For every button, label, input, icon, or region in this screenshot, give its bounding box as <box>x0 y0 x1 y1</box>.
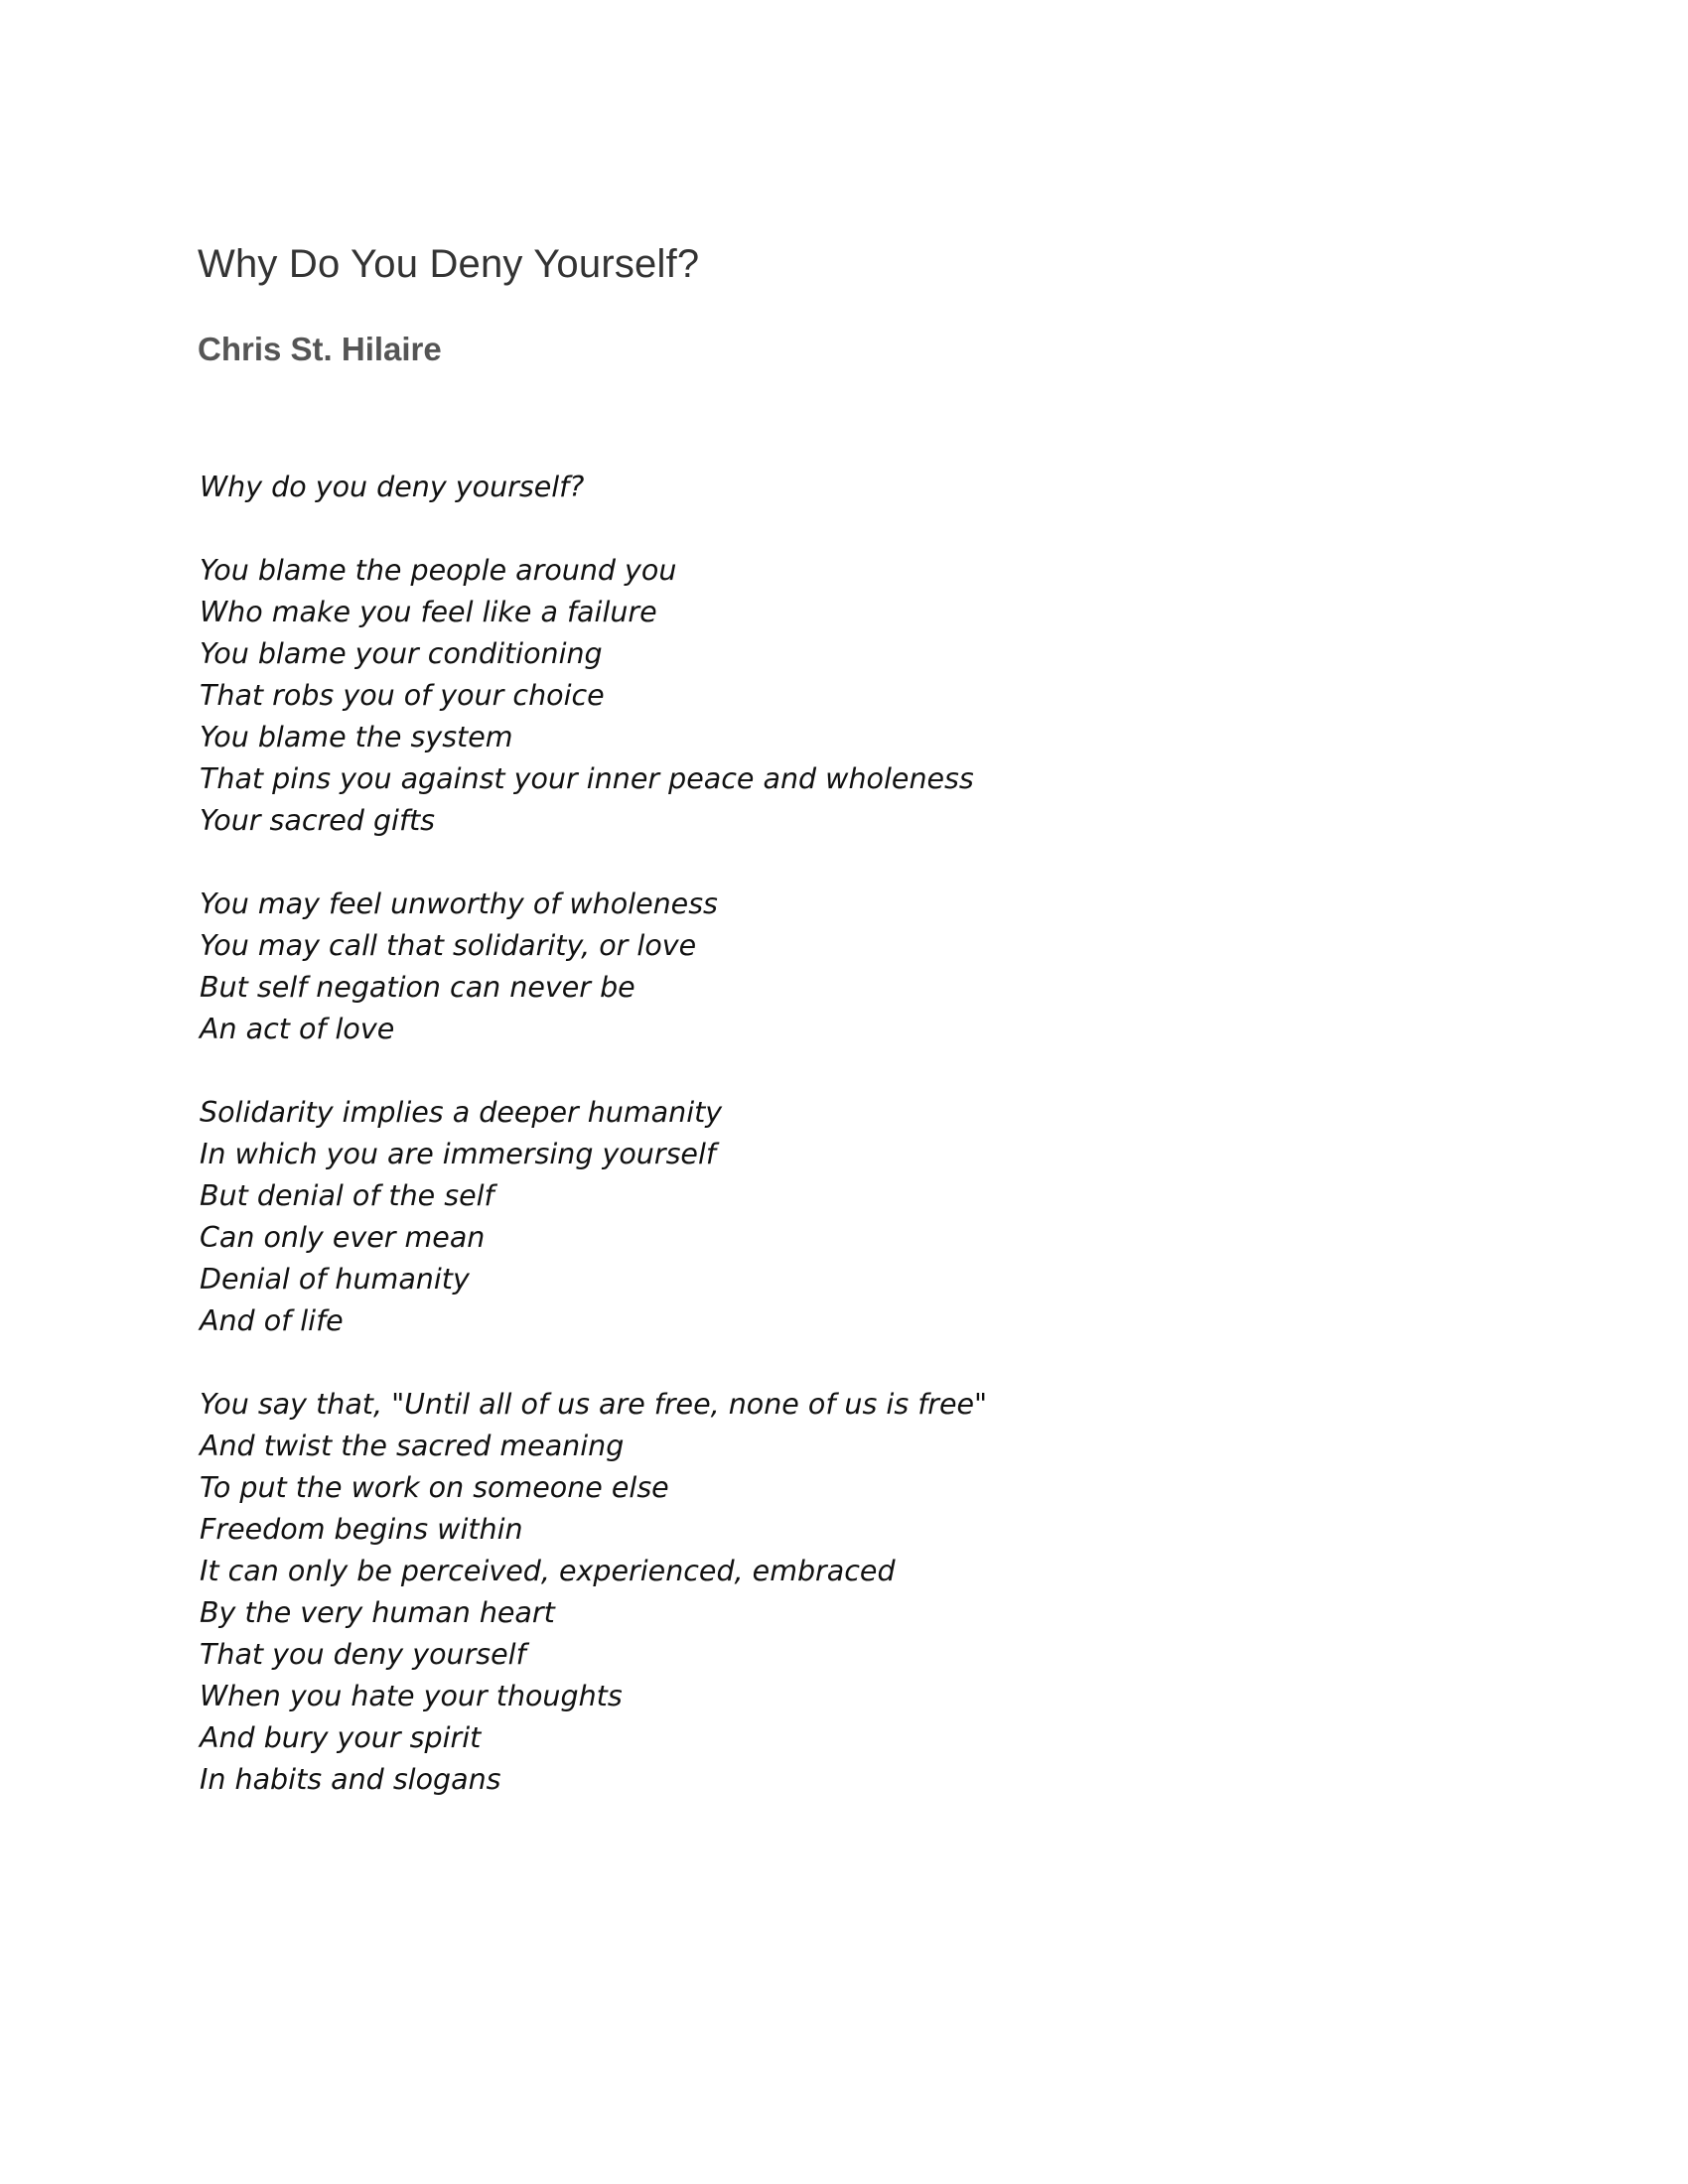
poem-line: And bury your spirit <box>200 1721 482 1754</box>
poem-line: Freedom begins within <box>200 1513 523 1546</box>
stanza-gap <box>200 508 1292 550</box>
poem-line: You blame the people around you <box>200 554 677 587</box>
poem-line: Your sacred gifts <box>200 804 436 837</box>
poem-line: That you deny yourself <box>200 1638 526 1671</box>
poem-line: But self negation can never be <box>200 971 635 1004</box>
stanza <box>200 1384 1292 1801</box>
poem-line: Why do you deny yourself? <box>200 471 585 503</box>
poem-author: Chris St. Hilaire <box>198 331 442 367</box>
poem-line: Solidarity implies a deeper humanity <box>200 1096 723 1129</box>
poem-line: When you hate your thoughts <box>200 1680 623 1712</box>
stanza-gap <box>200 1050 1292 1092</box>
poem-line: To put the work on someone else <box>200 1471 669 1504</box>
poem-line: That robs you of your choice <box>200 679 605 712</box>
poem-line: You may feel unworthy of wholeness <box>200 887 718 920</box>
poem-line: You blame the system <box>200 721 513 753</box>
poem-line: And of life <box>200 1304 344 1337</box>
stanza <box>200 1092 1292 1342</box>
poem-line: Denial of humanity <box>200 1263 470 1296</box>
poem-line: Who make you feel like a failure <box>200 596 657 628</box>
poem-line: That pins you against your inner peace and wholeness <box>200 762 974 795</box>
stanza <box>200 467 1292 508</box>
poem-line: And twist the sacred meaning <box>200 1430 625 1462</box>
poem-line: In which you are immersing yourself <box>200 1138 716 1170</box>
poem-line: It can only be perceived, experienced, embraced <box>200 1555 896 1587</box>
poem-title: Why Do You Deny Yourself? <box>198 242 700 286</box>
poem-line: Can only ever mean <box>200 1221 486 1254</box>
poem-line: You say that, "Until all of us are free, none of us is free" <box>200 1388 988 1421</box>
poem-line: In habits and slogans <box>200 1763 501 1796</box>
stanza <box>200 550 1292 842</box>
poem-line: But denial of the self <box>200 1179 494 1212</box>
poem-line: You blame your conditioning <box>200 637 603 670</box>
stanza-gap <box>200 1342 1292 1384</box>
poem-line: You may call that solidarity, or love <box>200 929 697 962</box>
poem-line: By the very human heart <box>200 1596 555 1629</box>
stanza <box>200 884 1292 1050</box>
poem-body <box>200 467 1292 1801</box>
stanza-gap <box>200 842 1292 884</box>
poem-line: An act of love <box>200 1013 395 1045</box>
